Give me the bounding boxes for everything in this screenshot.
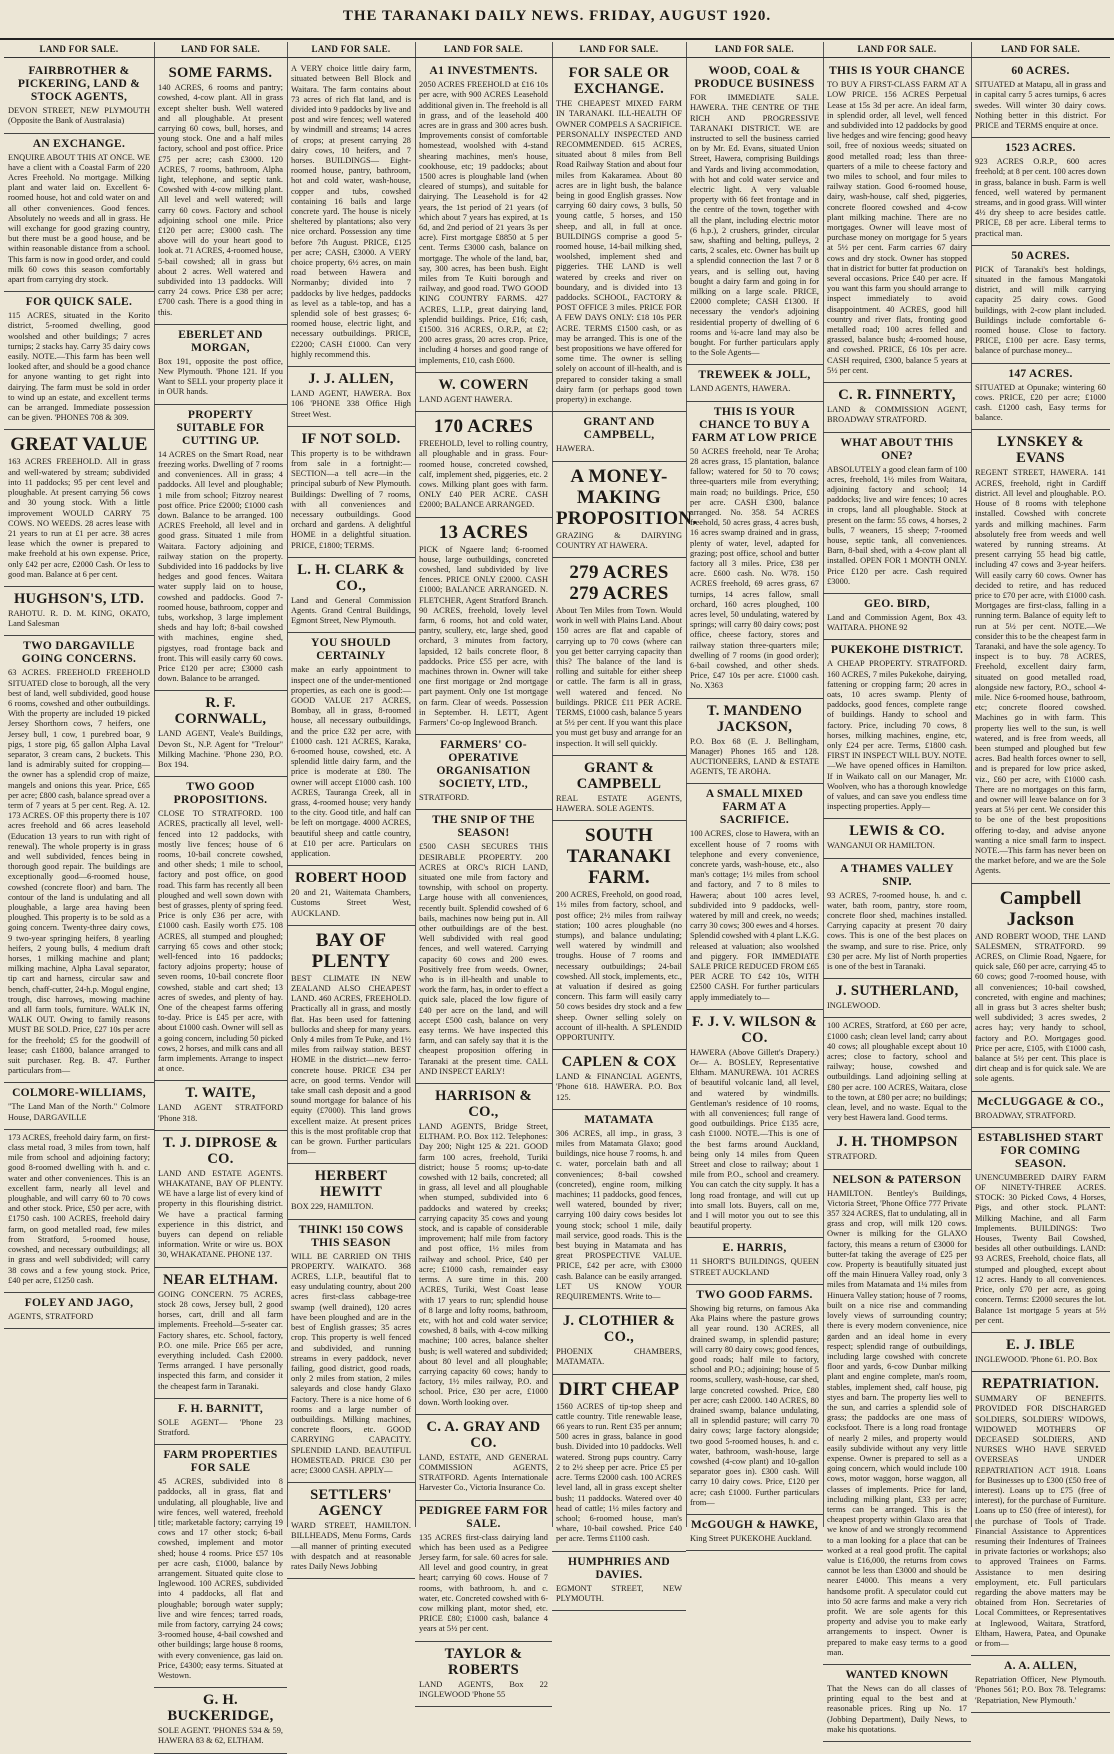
advertisement <box>971 1333 1110 1372</box>
advertisement <box>287 61 415 367</box>
ad-title: GRANT & CAMPBELL <box>576 759 662 792</box>
ad-body: LAND AGENT HAWERA. <box>419 394 513 404</box>
ad-title: YOU SHOULD CERTAINLY <box>311 637 391 663</box>
ad-body: SOLE AGENT— 'Phone 23 Stratford. <box>158 1417 283 1437</box>
advertisement <box>686 1238 823 1284</box>
ad-title: 1523 ACRES. <box>1005 142 1076 155</box>
ad-body: 140 ACRES, 6 rooms and pantry; cowshed, 4-cow plant. All in grass except shelter bush. Well watered and all ploughable. At present carrying 60 cows, bull, horses, and young stock. One and a half miles factory, school and post office. Price £75 per acre; cash £3000. 120 ACRES, 7 rooms, bathroom, Alpha light, telephone, and septic tank. Cowshed with 4-cow milking plant. All level and well watered; will carry 60 cows. Factory and school adjoining school one mile. Price £120 per acre; £3000 cash. The above will do your heart good to look at. 71 ACRES, 4-roomed house, 5-bail cowshed; all in grass but about 2 acres. Well watered and subdivided into 13 paddocks. Will carry 24 cows. Price £38 per acre; £700 cash. There is a good thing in this. <box>158 83 283 317</box>
advertisement <box>686 402 823 699</box>
ad-title: FARMERS' CO-OPERATIVE ORGANISATION SOCIETY, LTD., <box>436 739 531 791</box>
ad-body: 200 ACRES, Freehold, on good road, 1½ miles from factory, school, and post office; 2½ miles from railway station; 100 acres ploughable (no stumps), and balance undulating; well watered by windmill and troughs. House of 7 rooms and necessary outbuildings; 24-bail cowshed. All stock, implements, etc., at valuation if desired as going concern. This farm will easily carry 50 cows besides dry stock and a few sheep. Owner selling solely on account of ill-health. A SPLENDID OPPORTUNITY. <box>556 890 682 1042</box>
ad-body: A CHEAP PROPERTY. STRATFORD. 160 ACRES, 7 miles Pukekohe, dairying, fattening or cropping farm; 20 acres in oats, 10 acres swamp. Plenty of paddocks, good fences, complete range of buildings. Handy to school and factory. Price, including 70 cows, 8 horses, milking machines, engine, etc, only £24 per acre. Terms, £1800 cash. FIRST IN INSPECT WILL BUY. NOTE.—We have opened offices in Hamilton. If in Waikato call on our Manager, Mr. Woolven, who has a thorough knowledge of values, and can save you endless time inspecting properties. Apply— <box>827 659 967 812</box>
advertisement <box>686 699 823 785</box>
column-1 <box>4 42 155 1527</box>
advertisement <box>154 1081 287 1130</box>
advertisement <box>154 1399 287 1445</box>
ad-title: J. SUTHERLAND, <box>835 983 959 1000</box>
advertisement <box>686 1285 823 1515</box>
advertisement <box>971 1656 1110 1713</box>
ad-title: TWO GOOD FARMS. <box>696 1288 813 1301</box>
advertisement <box>823 1170 971 1665</box>
advertisement <box>823 859 971 980</box>
advertisement <box>415 412 552 517</box>
masthead-title: THE TARANAKI DAILY NEWS. FRIDAY, AUGUST 1920. <box>342 8 772 24</box>
ad-title: REPATRIATION. <box>981 1376 1100 1393</box>
ad-title: THE SNIP OF THE SEASON! <box>432 814 535 840</box>
ad-body: TO BUY A FIRST-CLASS FARM AT A LOW PRICE. 156 ACRES Perpetual Lease at 15s 3d per acre. An ideal farm, in splendid order, all level, well fenced and subdivided into 12 paddocks by good live hedges and wire fencing; good heavy soil, free of noxious weeds; situated on good metalled road; less than three-quarters of a mile to cheese factory and two miles to school, and four miles to railway station. Good 6-roomed house, dairy, wash-house, calf shed, piggeries, concrete floored cowshed and 4-cow plant milking machine. There are no mortgages. Owner will leave most of purchase money on mortgage for 5 years at 5½ per cent. Farm carries 67 dairy cows and dry stock. Owner has stopped that in district for butter fat production on several occasions. Price £40 per acre. If you want this farm you should arrange to inspect immediately to avoid disappointment. 40 ACRES, good hill country and river flats, fronting good metalled road; 100 acres felled and grassed, balance bush; 4-roomed house, and cowshed. PRICE, £6 10s per acre. CASH required, £300, balance 5 years at 5½ per cent. <box>827 80 967 375</box>
ad-title: HUGHSON'S, LTD. <box>13 590 145 607</box>
ad-title: GRANT AND CAMPBELL, <box>583 416 655 442</box>
advertisement <box>971 430 1110 883</box>
advertisement <box>823 61 971 383</box>
ad-body: SUMMARY OF BENEFITS. PROVIDED FOR DISCHARGED SOLDIERS, SOLDIERS' WIDOWS, WIDOWED MOTHERS OF DECEASED SOLDIERS, AND NURSES WHO HAVE SERVED OVERSEAS UNDER REPATRIATION ACT 1918. Loans for Businesses up to £300 (£50 free of interest). Loans up to £75 (free of interest), for the purchase of Furniture. Loans up to £50 (free of interest), for the purchase of Tools of Trade. Financial Assistance to Apprentices resuming their Indentures of Trainees in private factories or workshops; also to approved Trainees on Farms. Assistance to men desiring employment, etc. Full particulars regarding the above matters may be obtained from Hon. Secretaries of Local Committees, or Representatives at Inglewood, Waitara, Stratford, Eltham, Hawera, Patea, and Opunake or from— <box>975 1394 1106 1648</box>
advertisement <box>971 246 1110 364</box>
ad-title: LYNSKEY & EVANS <box>997 434 1084 467</box>
column-4 <box>415 42 553 1699</box>
advertisement <box>154 61 287 325</box>
advertisement <box>4 1130 154 1293</box>
ad-body: Land and General Commission Agents. Grand Central Buildings, Egmont Street, New Plymouth. <box>291 595 411 626</box>
ad-title: SOUTH TARANAKI FARM. <box>566 825 672 889</box>
ad-body: "The Land Man of the North." Colmore House, DARGAVILLE <box>8 1102 150 1122</box>
ad-body: Box 191, opposite the post office, New Plymouth. 'Phone 121. If you Want to SELL your property place it in OUR hands. <box>158 356 283 397</box>
advertisement <box>415 810 552 1084</box>
ad-title: FOR SALE OR EXCHANGE. <box>568 65 670 98</box>
advertisement <box>4 587 154 636</box>
column-header: LAND FOR SALE. <box>154 42 287 58</box>
ad-body: RAHOTU. R. D. M. KING, OKATO, Land Salesman <box>8 608 150 629</box>
advertisement <box>154 1688 287 1753</box>
advertisement <box>823 383 971 432</box>
ad-body: REGENT STREET, HAWERA. 141 ACRES, freehold, right in Cardiff district. All level and ploughable. P.O. House of 8 rooms with telephone installed. Cowshed with concrete yards and milking machines. Farm absolutely free from weeds and well watered by running streams. At present carrying 55 head big cattle, including 47 cows and 3-year heifers. Will easily carry 60 cows. Owner has decided to retire, and has reduced price to £70 per acre, with £1000 cash. Mortgages are first-class, falling in a running term. Balance of equity left to run at 5½ per cent. NOTE.—We consider this to be the cheapest farm in Taranaki, and have the sole agency. To inspect is to buy. 78 ACRES, Freehold, excellent dairy farm, situated on good metalled road, alongside new factory, P.O., school 4-mile. Nice 6-roomed house, bathroom, etc; concrete floored cowshed. Machines go in with farm. This property lies well to the sun, is well watered, and is free from weeds, all been stumped and ploughed but few acres. Bad health forces owner to sell, and is prepared for low price asked, viz., £60 per acre, with £1000 cash. There are no mortgages on this farm, and owner will leave balance on for 3 years at 5½ per cent. We consider this to be one of the best propositions offering to-day, and advise anyone wanting a nice small farm to inspect. NOTE.—This farm has never been on the market before, and we are the Sole Agents. <box>975 468 1106 876</box>
advertisement <box>287 866 415 926</box>
ad-title: FAIRBROTHER & PICKERING, LAND & STOCK AGENTS, <box>17 65 141 104</box>
ad-title: BAY OF PLENTY <box>311 929 391 972</box>
ad-title: THINK! 150 COWS THIS SEASON <box>298 1223 404 1249</box>
ad-title: 50 ACRES. <box>1011 249 1070 262</box>
ad-body: SOLE AGENT. 'PHONES 534 & 59, HAWERA 83 & 62, ELTHAM. <box>158 1726 283 1746</box>
ad-title: J. J. ALLEN, <box>308 371 394 388</box>
advertisement <box>415 1084 552 1415</box>
ad-title: GREAT VALUE <box>10 434 148 456</box>
advertisement <box>552 61 686 412</box>
advertisement <box>154 325 287 405</box>
ad-body: WILL BE CARRIED ON THIS PROPERTY. WAIKATO. 368 ACRES, L.I.P., beautiful flat to easy undulating country, about 200 acres first-class cabbage-tree swamp (well drained), 120 acres have been ploughed and are in the best of English grasses; 35 acres crop. This property is well fenced and subdivided, and running streams in every paddock, never failing, good district, good roads, only 2 miles from station, 2 miles saleyards and close handy Glaxo Factory. There is a nice home of 6 rooms and a large number of outbuildings. Milking machines, concrete floors, etc. GOOD CARRYING CAPACITY. SPLENDID LAND. BEAUTIFUL HOMESTEAD. PRICE £30 per acre; £3000 CASH. APPLY— <box>291 1251 411 1475</box>
ad-title: HUMPHRIES AND DAVIES. <box>568 1555 670 1581</box>
ad-body: EGMONT STREET, NEW PLYMOUTH. <box>556 1583 682 1603</box>
ad-body: LAND & COMMISSION AGENT, BROADWAY STRATFORD. <box>827 405 967 425</box>
ad-title: T. J. DIPROSE & CO. <box>162 1134 278 1167</box>
ad-body: 11 SHORT'S BUILDINGS, QUEEN STREET AUCKLAND <box>690 1257 819 1277</box>
advertisement <box>154 1445 287 1688</box>
ad-title: T. MANDENO JACKSON, <box>706 702 803 735</box>
advertisement <box>415 61 552 373</box>
ad-body: Repatriation Officer, New Plymouth. 'Phones 561; P.O. Box 78. Telegrams: 'Repatriation, New Plymouth.' <box>975 1675 1106 1705</box>
advertisement <box>287 558 415 634</box>
ad-title: SOME FARMS. <box>168 65 273 82</box>
ad-body: 50 ACRES freehold, near Te Aroha; 28 acres grass, 15 plantation, balance fallow; watered for 50 to 70 cows; three-quarters mile from everything; main road; no buildings. Price, £50 per acre. CASH £300, balance arranged. No. 358. 54 ACRES freehold, 50 acres grass, 4 acres bush, 16 acres swamp drained and in grass, plenty of water, level, adapted for grazing; post office, school and butter factory all 3 miles. Price, £38 per acre. £600 cash. No. W78. 150 ACRES freehold, 69 acres grass, 67 turnips, 14 acres fallow, small orchard, 160 acres ploughed, 100 acres level, 50 undulating, watered by springs; will carry 80 dairy cows; post office, cheese factory, stores and railway station three-quarters mile; dwelling of 7 rooms (in good order); 6-bail cowshed, and other sheds. Price, £47 10s per acre. £1000 cash. No. X363 <box>690 446 819 691</box>
ad-body: SITUATED at Matapu, all in grass and in capital carry 5 acres turnips, 6 acres swedes. Will winter 30 dairy cows. Nothing better in this district. For PRICE and TERMS enquire at once. <box>975 80 1106 131</box>
ad-body: 115 ACRES, situated in the Korito district, 5-roomed dwelling, good woolshed and other buildings; 7 acres turnips; 2 stacks hay. Carry 35 dairy cows easily. NOTE.—This farm has been well looked after, and should be a good chance for anyone wanting to get right into dairying. The farm must be sold in order to wind up an estate, and excellent terms can be arranged. Immediate possession can be given. 'PHONES 708 & 309. <box>8 311 150 423</box>
ad-title: WOOD, COAL & PRODUCE BUSINESS <box>694 65 815 91</box>
ad-title: THIS IS YOUR CHANCE <box>829 65 965 78</box>
advertisement <box>154 691 287 777</box>
ad-title: PUKEKOHE DISTRICT. <box>830 644 964 657</box>
ad-body: 173 ACRES, freehold dairy farm, on first-class metal road, 3 miles from town, half mile from school and adjoining factory; good 8-roomed dwelling with h. and c. water and other conveniences. This is an excellent farm, nearly all level and ploughable, and will carry 60 to 70 cows and other stock. Price, £50 per acre, with £1750 cash. 100 ACRES, freehold dairy farm, on good metalled road, few miles from Stratford, 5-roomed house, cowshed, and necessary outbuildings; all in grass and well subdivided; will carry 38 cows and a few young stock. Price, £40 per acre, £1250 cash. <box>8 1132 150 1285</box>
ad-body: 63 ACRES. FREEHOLD FREEHOLD SITUATED close to borough, all the very best of land, well subdivided, good house 6 rooms, cowshed and other outbuildings. With the property are included 19 picked Jersey Shorthorn cows, 7 heifers, one Jersey bull, 1 cow, 1 purebred boar, 9 pigs, 1 store pig, 65 gallon Alpha Laval separator, 3 cream cans, 2 buckets. This land is admirably suited for cropping—the owner has a splendid crop of maize, mangels and onions this year. Price, £65 per acre; £800 cash, balance spread over a term of 7 years at 5 per cent. Reg. A. 12. 173 ACRES. OF this property there is 107 acres freehold and 66 acres leasehold (Education 13 years to run with right of renewal). The whole property is in grass and well subdivided, fences being in thorough good repair. The buildings are exceptionally good—6-roomed house, cowshed (concrete floor) and barn. The contour of the land is undulating and all ploughable, a large area having been ploughed. This property is to be sold as a going concern. Twenty-three dairy cows, 9 two-year springing heifers, 8 yearling heifers, 2 young bulls, 4 medium draft horses, 1 milking machine and plant; milking machine, Alpha Laval separator, tip cart and harness, circular saw and bench, chaff-cutter, 24-h.p. Mogul engine, trough, disc harrows, mowing machine and all farm tools, furniture. WALK IN, WALK OUT. Owing to family reasons MUST BE SOLD. Price, £27 10s per acre for the freehold; £5 for the goodwill of lease; cash £1800, balance arranged to suit purchaser. Reg. B. 47. Further particulars from— <box>8 668 150 1076</box>
advertisement <box>154 1268 287 1399</box>
advertisement <box>154 777 287 1081</box>
advertisement <box>287 1220 415 1483</box>
ad-title: PROPERTY SUITABLE FOR CUTTING UP. <box>176 408 265 447</box>
advertisement <box>971 1128 1110 1333</box>
ad-body: FOR IMMEDIATE SALE. HAWERA. THE CENTRE OF THE RICH AND PROGRESSIVE TARANAKI DISTRICT. WE are instructed to sell the business carried on by Mr. Ed. Evans, situated Union Street, Hawera, comprising Buildings and Yards and living accommodation, with hot and cold water service and electric light. A very valuable property with 66 feet frontage and in the centre of the town, together with all the plant, including electric motor (6 h.p.), 2 crushers, grinder, circular saw, shafting and belting, pulleys, 2 carts, 2 scales, etc. Owner has built up a splendid connection the last 7 or 8 years, and is selling out, having bought a dairy farm and going in for milking on a large scale. PRICE, £2000 complete; CASH £1300. If necessary the vendor's adjoining residential property of dwelling of 6 rooms and ¼-acre land may also be bought. For further particulars apply to the Sole Agents— <box>690 93 819 358</box>
ad-body: INGLEWOOD. <box>827 1001 881 1011</box>
ad-title: HERBERT HEWITT <box>314 1168 388 1201</box>
advertisement <box>4 1083 154 1129</box>
advertisement <box>971 138 1110 246</box>
advertisement <box>154 1131 287 1268</box>
advertisement <box>415 1501 552 1642</box>
ad-title: R. F. CORNWALL, <box>174 695 267 728</box>
ad-body: LAND AGENTS, Bridge Street, ELTHAM. P.O. Box 112. Telephones: Day 200; Night 125 & 221. GOOD farm 100 acres, freehold, Turiki district; house 5 rooms; up-to-date cowshed with 12 bails, concreted; all in grass, all level and all ploughable when stumped, subdivided into 6 paddocks and watered by creeks; carrying capacity 35 cows and young stock, and is capable of considerable improvement; half mile from factory and post office, 1½ miles from railway and school. Price, £40 per acre; £1000 cash, remainder easy terms. A sure time in this. 200 ACRES, Turiki, West Coast lease with 17 years to run; splendid house of 8 large and lofty rooms, bathroom, etc, with hot and cold water service; cowshed, 8 bails, with 4-cow milking machine; 100 acres, balance shelter bush; is well watered and subdivided; about 80 level and all ploughable; carrying capacity 60 cows; handy to factory, 1½ miles railway, P.O. and school. Price, £30 per acre, £1000 down. Worth looking over. <box>419 1122 548 1407</box>
ad-title: MATAMATA <box>584 1113 654 1126</box>
ad-title: A. A. ALLEN, <box>1004 1660 1077 1673</box>
ad-body: 100 ACRES, Stratford, at £60 per acre, £1000 cash; clean level land; carry about 40 cows; all ploughable except about 10 acres; close to factory, school and railway; house, cowshed and outbuildings. Land adjoining selling at £80 per acre. 100 ACRES, Waitara, close to the town, at £80 per acre; no buildings; clean, level, and no waste. Equal to the very best Hawera land. Good terms. <box>827 1021 967 1123</box>
ad-body: 100 ACRES, close to Hawera, with an excellent house of 7 rooms with telephone and every convenience, concrete yards, wash-house, etc., also man's cottage; 1½ miles from school and factory, and 7 to 8 miles to Hawera; about 100 acres level, subdivided into 9 paddocks, well-watered by mill and creek, no weeds; carry 30 cows; 300 ewes and 4 horses. Splendid cowshed with 4 plant L.K.G. released at valuation; also woolshed and piggery. FOR IMMEDIATE SALE PRICE REDUCED FROM £65 PER ACRE TO £42 10s, WITH £2500 CASH. For further particulars apply immediately to— <box>690 829 819 1002</box>
ad-body: LAND AGENT STRATFORD 'Phone 318. <box>158 1103 283 1123</box>
ad-title: TWO GOOD PROPOSITIONS. <box>173 781 268 807</box>
column-header: LAND FOR SALE. <box>552 42 686 58</box>
advertisement <box>823 433 971 594</box>
advertisement <box>552 412 686 461</box>
advertisement <box>552 462 698 558</box>
column-2 <box>154 42 288 1746</box>
ad-title: 147 ACRES. <box>1008 367 1073 380</box>
ad-title: COLMORE-WILLIAMS, <box>12 1087 146 1100</box>
advertisement <box>415 1642 552 1707</box>
ad-title: THIS IS YOUR CHANCE TO BUY A FARM AT LOW PRICE <box>691 405 818 444</box>
ad-body: HAWERA. <box>556 444 595 454</box>
advertisement <box>686 784 823 1009</box>
column-8 <box>971 42 1110 1705</box>
ad-body: make an early appointment to inspect one of the under-mentioned properties, as each one is good:— GOOD VALUE 217 ACRES, Bombay, all in grass, 8-roomed house, all necessary outbuildings, and the price £32 per acre, with £1000 cash. 121 ACRES, Karaka, 6-roomed house, cowshed, etc. A splendid little dairy farm, and the price is moderate at £80. The owner will accept £1000 cash. 100 ACRES, Tauranga Creek, all in grass, 4-roomed house; very handy to the city. Good title, and half can be left on mortgage. 4000 ACRES, beautiful sheep and cattle country, at £10 per acre. Particulars on application. <box>291 665 411 858</box>
advertisement <box>287 367 415 427</box>
column-5 <box>552 42 698 1603</box>
column-header: LAND FOR SALE. <box>287 42 415 58</box>
column-header: LAND FOR SALE. <box>823 42 971 58</box>
ad-body: AGENTS, STRATFORD <box>8 1311 94 1321</box>
ad-title: McCLUGGAGE & CO., <box>977 1095 1104 1108</box>
advertisement <box>686 61 823 365</box>
advertisement <box>287 633 415 866</box>
ad-body: 45 ACRES, subdivided into 8 paddocks, all in grass, flat and undulating, all ploughable, live and wire fences, well watered, freehold title; marketable factory; carrying 19 cows and 17 other stock; 6-bail cowshed, implement and motor shed; house 4 rooms. Price £57 10s per acre cash, £1000, balance by arrangement. Situated quite close to Inglewood. 100 ACRES, subdivided into 4 paddocks, all flat and ploughable; borough water supply; live and wire fences; tarred roads, mile from factory, carrying 24 cows; 3-roomed house, 4-bail cowshed and other buildings; large house 8 rooms, with every convenience, gas laid on. Price, £4300; easy terms. Situated at Westown. <box>158 1477 283 1680</box>
ad-title: EBERLET AND MORGAN, <box>178 328 263 354</box>
advertisement <box>552 1552 686 1611</box>
ad-body: LAND, ESTATE, AND GENERAL COMMISSION AGENTS, STRATFORD. Agents Internationale Harvester Co., Victoria Insurance Co. <box>419 1452 548 1493</box>
ad-title: 170 ACRES <box>433 416 534 438</box>
ad-body: THE CHEAPEST MIXED FARM IN TARANAKI. ILL-HEALTH OF OWNER COMPELS A SACRIFICE. PERSONALLY INSPECTED AND RECOMMENDED. 615 ACRES, situated about 8 miles from Bell Road Railway Station and about four miles from Kakaramea. About 80 acres are in light bush, the balance being in good English grasses. Now carrying 60 dairy cows, 3 bulls, 50 young cattle, 5 horses, and 150 sheep, and all, in full at once. BUILDINGS comprise a good 5-roomed house, 14-bail milking shed, woolshed, implement shed and piggeries. THE LAND is well watered by creeks and river on boundary, and is divided into 13 paddocks. SCHOOL, FACTORY & POST OFFICE 3 miles. PRICE FOR A FEW DAYS ONLY: £18 10s PER ACRE. TERMS £1500 cash, or as may be arranged. This is one of the best propositions we have offered for some time. The owner is selling solely on account of ill-health, and is prepared to consider taking a small dairy farm (or perhaps good town property) in exchange. <box>556 99 682 405</box>
ad-title: Campbell Jackson <box>999 887 1082 930</box>
advertisement <box>971 1372 1110 1656</box>
ad-body: PICK of Taranaki's best holdings, situated in the famous Mangatoki district, and will milk carrying capacity 25 dairy cows. Good buildings, with 2-cow plant included. Buildings include comfortable 6-roomed house. Close to factory. PRICE, £100 per acre. Easy terms, balance of purchase money... <box>975 264 1106 356</box>
ad-body: LAND AGENT, HAWERA. Box 106 'PHONE 338 Office High Street West. <box>291 389 411 419</box>
ad-title: J. H. THOMPSON <box>836 1134 958 1151</box>
ad-title: F. H. BARNITT, <box>177 1402 264 1415</box>
ad-title: TREWEEK & JOLL, <box>698 369 811 382</box>
column-3 <box>287 42 416 1571</box>
advertisement <box>686 1515 823 1551</box>
ad-title: FARM PROPERTIES FOR SALE <box>163 1449 278 1475</box>
ad-title: CAPLEN & COX <box>561 1054 677 1071</box>
ad-title: ESTABLISHED START FOR COMING SEASON. <box>977 1131 1104 1170</box>
column-header: LAND FOR SALE. <box>415 42 552 58</box>
ad-body: 14 ACRES on the Smart Road, near freezing works. Dwelling of 7 rooms and conveniences. All in grass; 4 paddocks. All level and ploughable; 1 mile from school; Fitzroy nearest post office. Price £2000; £1000 cash down. Balance to be arranged. 100 ACRES Freehold, all level and in good grass. Situated 1 mile from Waitara. Factory adjoining and railway station on the property. Subdivided into 16 paddocks by live hedges and good fences. Waitara water supply laid on to house, cowshed and paddocks. Good 7-roomed house, bathroom, copper and tubs, workshop, 3 large implement sheds and hay loft; 8-bail cowshed with machines, engine shed, pigstyes, road frontage back and front. This will easily carry 60 cows. Price £120 per acre; £3000 cash down. Balance to be arranged. <box>158 449 283 684</box>
advertisement <box>287 1164 415 1219</box>
advertisement <box>415 735 552 810</box>
ad-title: WHAT ABOUT THIS ONE? <box>840 436 954 462</box>
ad-body: About Ten Miles from Town. Would work in well with Plains Land. About 150 acres are flat and capable of carrying up to 70 cows (where can you get better carrying capacity than this? The balance of the land is rolling and suitable for either sheep or cattle. The farm is all in grass, well watered and fenced. No buildings. PRICE £11 PER ACRE. TERMS, £1000 cash, balance 5 years at 5½ per cent. If you want this place you must get busy and arrange for an inspection. It will sell quickly. <box>556 605 682 748</box>
advertisement <box>552 1309 686 1374</box>
ad-body: HAMILTON. Bentley's Buildings, Victoria Street, 'Phone Office 777 Private 357 324 ACRES, flat to undulating, all in grass and crop, will milk 120 cows. Owner is milking for the GLAXO factory, this means a return of £3000 for butter-fat taking the average of £25 per cow. Property is beautifully situated just off the main Hinuera Valley road, only 3 miles from Matamata and 1¼ miles from Hinuera Valley station; house of 7 rooms, built on a nice rise and commanding lovely views of surrounding country; there is every modern convenience, nice garden and an ideal home in every respect; splendid range of outbuildings, including large cowshed with concrete floor and yards, 6-cow Dunbar milking plant and engine complete, man's room, stables, implement shed, calf house, pig styes and barn. The property lies well to the sun, and carries a splendid sole of grass; the paddocks are one mass of cocksfoot. There is a long road frontage of nearly 2 miles, and property would easily subdivide without any very little expense. Owner is prepared to sell as a going concern, which would include 100 cows, motor waggon, horse waggon, all classes of implements. Price for land, including milking plant, £33 per acre; terms can be arranged. This is the cheapest property within Glaxo area that we know of and we strongly recommend to a man looking for a place that can be worked at a real good profit. The capital value is £16,000, the returns from cows cannot be less than £3000 and should be nearer £4000. This means a very handsome profit. A speculator could cut into 50 acre farms and make a very rich profit. We are sole agents for this property and advise you to make early arrangements to inspect. Owner is prepared to make easy terms to a good man. <box>827 1188 967 1657</box>
ad-body: BEST CLIMATE IN NEW ZEALAND ALSO CHEAPEST LAND. 460 ACRES, FREEHOLD. Practically all in grass, and mostly flat. Has been used for fattening bullocks and sheep for many years. Only 4 miles from Te Puke, and 1½ miles from railway station. BEST HOME in the district—new ferro-concrete house. PRICE £34 per acre, on good terms. Vendor will take small cash deposit and a good sound mortgage for balance of his equity (£7000). This land grows excellent maize. At present prices this is the most profitable crop that can be grown. Further particulars from— <box>291 973 411 1157</box>
ad-body: ABSOLUTELY a good clean farm of 100 acres, freehold, 1½ miles from Waitara, adjoining factory and school; 14 paddocks; live and wire fences; 10 acres in crops, land all ploughable. Stock at present on the farm: 55 cows, 4 horses, 2 bulls, 7 weaners, 15 sheep; 7-roomed house, septic tank, all conveniences. Barn, 8-bail shed, with a 4-cow plant all installed. OPEN FOR 1 MONTH ONLY. Price £120 per acre. Cash required £3000. <box>827 464 967 586</box>
ad-body: STRATFORD. <box>419 793 470 803</box>
ad-title: FOR QUICK SALE. <box>25 296 133 309</box>
ad-title: 60 ACRES. <box>1011 65 1070 78</box>
ad-title: A SMALL MIXED FARM AT A SACRIFICE. <box>705 788 804 827</box>
ad-title: DIRT CHEAP <box>558 1378 680 1400</box>
ad-body: GRAZING & DAIRYING COUNTRY AT HAWERA. <box>556 530 682 550</box>
advertisement <box>823 1665 971 1742</box>
advertisement <box>287 1483 415 1579</box>
ad-body: PHOENIX CHAMBERS, MATAMATA. <box>556 1347 682 1367</box>
ad-body: REAL ESTATE AGENTS, HAWERA. SOLE AGENTS. <box>556 793 682 813</box>
ad-title: FOLEY AND JAGO, <box>24 1296 134 1309</box>
column-6 <box>686 42 824 1543</box>
ad-title: T. WAITE, <box>185 1085 256 1102</box>
ad-body: DEVON STREET, NEW PLYMOUTH (Opposite the Bank of Australasia) <box>8 106 150 126</box>
ad-body: CLOSE TO STRATFORD. 100 ACRES, practically all level, well-fenced into 12 paddocks, with mostly live fences; house of 6 rooms, 10-bail concrete cowshed, and other sheds; 1 mile to school, factory and post office, on good road. This farm has recently all been ploughed and well sown down with best of grasses, plenty of spring feed. Price is only £36 per acre, with £1000 cash. Easily worth £75. 108 ACRES, all stumped and ploughed; carrying 65 cows and other stock; well-fenced into 16 paddocks; factory adjoins property; house of seven rooms, 10-bail concrete floor cowshed, stable and cart shed; 13 acres of swedes, and plenty of hay. One of the cheapest farms offering to-day. Price is £45 per acre, with about £1000 cash. Owner will sell as a going concern, including 50 picked cows, 2 horses, and milk cans and all farm implements. Arrange to inspect at once. <box>158 809 283 1074</box>
advertisement <box>552 1375 686 1552</box>
ad-body: LAND AND ESTATE AGENTS. WHAKATANE, BAY OF PLENTY. WE have a large list of every kind of property in this flourishing district. We have a practical farming experience in this district, and buyers can depend on reliable information. Write or wire us. BOX 30, WHAKATANE. PHONE 137. <box>158 1168 283 1260</box>
ad-body: WARD STREET, HAMILTON. BILLHEADS, Menu Forms, Cards—all manner of printing executed with despatch and at reasonable rates Daily News Jobbing <box>291 1521 411 1571</box>
ad-body: 163 ACRES FREEHOLD. All in grass and well-watered by stream; subdivided into 11 paddocks; 95 per cent level and ploughable. At present carrying 56 cows and 30 young stock. With a little improvement WOULD CARRY 75 COWS. NO WEEDS. 28 acres lease with 21 years to run at £1 per acre. 38 acres lease which the owner is prepared to make freehold at his own expense. Price, only £42 per acre, £2000 Cash. Or less to good man. Balance at 6 per cent. <box>8 457 150 579</box>
masthead <box>0 0 1114 40</box>
ad-body: P.O. Box 68 (E. J. Bellingham, Manager) Phones 165 and 128. AUCTIONEERS, LAND & ESTATE AGENTS, TE AROHA. <box>690 736 819 777</box>
ad-title: NEAR ELTHAM. <box>162 1271 279 1288</box>
ad-body: BROADWAY, STRATFORD. <box>975 1110 1076 1120</box>
ad-body: 20 and 21, Waitemata Chambers, Customs Street West, AUCKLAND. <box>291 888 411 918</box>
column-header: LAND FOR SALE. <box>971 42 1110 58</box>
advertisement <box>415 1415 552 1501</box>
ad-title: McGOUGH & HAWKE, <box>690 1518 819 1531</box>
ad-body: Showing big returns, on famous Aka Aka Plains where the pasture grows all year round. 130 ACRES, all drained swamp, in splendid pasture; will carry 80 dairy cows; good fences, good roads; half mile to factory, school and P.O.; adjoining; house of 5 rooms, scullery, wash-house, car shed, large concreted cowshed. Price, £80 per acre; cash £2000. 140 ACRES, 80 drained swamp, balance undulating, all in splendid pasture; will carry 70 dairy cows; large factory alongside; two good 5-roomed houses, h. and c. water, bathroom, wash-house, large cowshed (4-cow plant) and 10-gallon separator goes in). £300 cash. Will carry 10 dairy cows. Price, £120 per acre; cash £1000. Further particulars from— <box>690 1303 819 1507</box>
ad-body: 1560 ACRES of tip-top sheep and cattle country. Title renewable lease, 66 years to run. Rent £35 per annum; 500 acres in grass, balance in good bush. Divided into 10 paddocks. Well watered. Strong pups country. Carry 2 to 2½ sheep per acre. Price £5 per acre. Terms £2000 cash. 100 ACRES level land, all in grass except shelter bush; 11 paddocks. Watered over 40 head of cattle; 1½ miles factory and school; 6-roomed house, man's whare, 10-bail cowshed. Price £40 per acre. Terms £1100 cash. <box>556 1401 682 1544</box>
ad-title: A1 INVESTMENTS. <box>429 65 538 78</box>
ad-body: GOING CONCERN. 75 ACRES, stock 28 cows, Jersey bull, 2 good horses, cart, drill and all farm implements. Freehold—5-seater car. Factory shares, etc. School, factory, P.O. one mile. Price £65 per acre, everything included. Cash £2000. Terms arranged. I have personally inspected this farm, and consider it the cheapest farm in Taranaki. <box>158 1289 283 1391</box>
ad-title: LEWIS & CO. <box>849 823 945 840</box>
ad-title: IF NOT SOLD. <box>301 430 401 447</box>
advertisement <box>686 1010 823 1239</box>
ad-title: A THAMES VALLEY SNIP. <box>840 862 954 888</box>
ad-body: STRATFORD. <box>827 1152 878 1162</box>
ad-title: E. J. IBLE <box>1005 1336 1076 1353</box>
ad-title: F. J. V. WILSON & CO. <box>691 1013 818 1046</box>
ad-body: 923 ACRES O.R.P., 600 acres freehold; at 8 per cent. 100 acres down in grass, balance in bush. Farm is well fenced, well watered by permanent streams, and in good grass. Will winter 4½ dry sheep to acre besides cattle. PRICE, £8 per acre. Liberal terms to practical man. <box>975 157 1106 238</box>
ad-body: BOX 229, HAMILTON. <box>291 1202 374 1212</box>
ad-title: GEO. BIRD, <box>864 597 930 610</box>
advertisement <box>686 365 823 401</box>
ad-body: WANGANUI OR HAMILTON. <box>827 841 935 851</box>
advertisement <box>552 756 686 821</box>
ad-title: TWO DARGAVILLE GOING CONCERNS. <box>21 640 137 666</box>
advertisement <box>823 979 971 1018</box>
ad-title: A MONEY-MAKING PROPOSITION. <box>556 465 698 529</box>
ad-body: PICK of Ngaere land; 6-roomed house, large outbuildings, concreted cowshed, land subdivided by live fences. PRICE ONLY £2000. CASH £1000; BALANCE ARRANGED. N. FLETCHER, Agent Stratford Branch. 90 ACRES, freehold, lovely level farm, 6 rooms, hot and cold water, pantry, scullery, etc, large shed, good orchard, 3 minutes from factory, lapsided, 12 bails concrete floor, 8 paddocks. Price £55 per acre, with machines thrown in. Owner will take one first mortgage or 2nd mortgage part payment. Only one 1st mortgage on farm. Clear of weeds. Possession in September. H. LETT, Agent Farmers' Co-op Inglewood Branch. <box>419 544 548 727</box>
columns-container <box>4 42 1110 1746</box>
ad-body: HAWERA (Above Gillett's Drapery.) Or— A. BOSLEY, Representative Eltham. MANUREWA. 101 ACRES of beautiful volcanic land, all level, and watered by windmills. Gentleman's residence of 10 rooms, with all conveniences; full range of good outbuildings. Price £135 acre, cash £1000. NOTE.—This is one of the best farms around Auckland, being only 14 miles from Queen Street and close to railway; about 1 mile from P.O., school and creamery. You can catch the city supply. It has a long road frontage, and will cut up into small lots. Buyers, call on me, and I will motor you out to see this beautiful property. <box>690 1047 819 1231</box>
ad-body: FREEHOLD, level to rolling country, all ploughable and in grass. Four-roomed house, concreted cowshed, calf, implement shed, piggeries, etc. 2 cows. Milking plant goes with farm. ONLY £40 PER ACRE. CASH £2000; BALANCE ARRANGED. <box>419 439 548 510</box>
ad-title: J. CLOTHIER & CO., <box>562 1313 676 1346</box>
ad-title: 279 ACRES 279 ACRES <box>569 561 669 604</box>
advertisement <box>552 821 686 1050</box>
column-7 <box>823 42 972 1734</box>
advertisement <box>415 518 552 736</box>
ad-body: LAND AGENT, Veale's Buildings, Devon St., N.P. Agent for "Trelour" Milking Machine. 'Phone 230, P.O. Box 194. <box>158 729 283 769</box>
ad-body: This property is to be withdrawn from sale in a fortnight:— SECTION—a tell acre—in the principal suburb of New Plymouth. Buildings: Dwelling of 7 rooms, with all conveniences and necessary outbuildings. Good orchard and gardens. A delightful HOME in a delightful situation. PRICE, £1800; TERMS. <box>291 448 411 550</box>
ad-body: UNENCUMBERED DAIRY FARM OF NINETY-THREE ACRES. STOCK: 30 Picked Cows, 4 Horses, Pigs, and other stock. PLANT: Milking Machine, and all Farm Implements. BUILDINGS: Two Houses, Twenty Bail Cowshed, besides all other outbuildings. LAND: 93 ACRES, Freehold, choice flats, all stumped and ploughed, except about 12 acres. Handy to all conveniences. Price, only £70 per acre, as going concern. Terms: £2000 secures the lot. Balance 1st mortgage 5 years at 5½ per cent. <box>975 1172 1106 1325</box>
ad-body: ENQUIRE ABOUT THIS AT ONCE. WE have a client with a Coastal Farm of 220 Acres Freehold. No mortgage. Milking plant and water laid on. Excellent 6-roomed house, hot and cold water on and all other conveniences. Good fences. Absolutely no weeds and all in grass. He will exchange for good grazing country, but there must be a good house, and be within reasonable distance from a school. This farm is now in good order, and could milk 60 cows this season comfortably apart from carrying dry stock. <box>8 152 150 285</box>
advertisement <box>4 61 154 133</box>
ad-title: C. A. GRAY AND CO. <box>426 1418 541 1451</box>
ad-body: INGLEWOOD. 'Phone 61. P.O. Box <box>975 1354 1098 1364</box>
advertisement <box>971 364 1110 431</box>
advertisement <box>971 1092 1110 1128</box>
ad-title: WANTED KNOWN <box>845 1669 949 1681</box>
ad-title: L. H. CLARK & CO., <box>297 561 405 594</box>
advertisement <box>823 1018 971 1130</box>
advertisement <box>4 292 154 430</box>
ad-body: LAND AGENTS, Box 22 INGLEWOOD 'Phone 55 <box>419 1679 548 1699</box>
ad-body: That the News can do all classes of printing equal to the best and at reasonable prices. Ring up No. 17 (Jobbing Department), Daily News, to make his quotations. <box>827 1684 967 1734</box>
ad-title: TAYLOR & ROBERTS <box>444 1645 523 1678</box>
ad-title: 13 ACRES <box>438 521 529 543</box>
ad-body: Land and Commission Agent, Box 43. WAITARA. PHONE 92 <box>827 612 967 633</box>
ad-body: King Street PUKEKOHE Auckland. <box>690 1533 812 1543</box>
ad-title: PEDIGREE FARM FOR SALE. <box>419 1504 548 1530</box>
ad-body: A VERY choice little dairy farm, situated between Bell Block and Waitara. The farm contains about 73 acres of rich flat land, and is divided into 9 paddocks by live and post and wire fences; well watered by windmill and streams; 14 acres of crops; at present carrying 28 dairy cows, 10 heifers, and 7 horses. BUILDINGS— Eight-roomed house, pantry, bathroom, hot and cold water, wash-house, copper and tubs, cowshed containing 16 bails and large concrete yard. The house is nicely sheltered by plantations; also very nice orchard. Possession any time before 7th August. PRICE, £125 per acre; CASH, £3000. A VERY choice property, 6½ acres, on main road between Hawera and Normanby; divided into 7 paddocks by live hedges, paddocks as level as a table-top, and has a splendid sole of best grasses; 6-roomed house, electric light, and necessary outbuildings. PRICE, £2200; CASH £1000. Can very highly recommend this. <box>291 64 411 359</box>
ad-title: HARRISON & CO., <box>435 1088 532 1121</box>
ad-body: LAND & FINANCIAL AGENTS, 'Phone 618. HAWERA. P.O. Box 125. <box>556 1072 682 1102</box>
ad-title: C. R. FINNERTY, <box>838 387 956 404</box>
ad-title: ROBERT HOOD <box>295 870 407 887</box>
column-header: LAND FOR SALE. <box>686 42 823 58</box>
ad-body: 306 ACRES, all imp., in grass, 3 miles from Matamata Glaxo; good buildings, nice house 7 rooms, h. and c. water, porcelain bath and all conveniences; 8-bail cowshed (concreted), engine room, milking machines; 11 paddocks, good fences, well watered, bounded by river; carrying 100 dairy cows besides lot young stock; school 1 mile, daily mail service, good roads. This is the best buying in Matamata and has great PROSPECTIVE VALUE. PRICE, £42 per acre, with £3000 cash. Balance can be easily arranged. LET US KNOW YOUR REQUIREMENTS. Write to— <box>556 1128 682 1302</box>
advertisement <box>415 373 552 412</box>
advertisement <box>552 1050 686 1110</box>
advertisement <box>823 594 971 640</box>
column-header: LAND FOR SALE. <box>4 42 154 58</box>
advertisement <box>823 819 971 858</box>
advertisement <box>552 558 686 756</box>
advertisement <box>552 1110 686 1309</box>
ad-title: E. HARRIS, <box>722 1242 787 1255</box>
advertisement <box>4 1293 154 1329</box>
ad-body: SITUATED at Opunake; wintering 60 cows. PRICE, £20 per acre; £1000 cash. £1200 cash, Easy terms for balance. <box>975 382 1106 423</box>
advertisement <box>971 884 1110 1092</box>
ad-body: 2050 ACRES FREEHOLD at £16 10s per acre, with 900 ACRES Leasehold additional given in. The freehold is all in grass, and of the leasehold 400 acres are in grass and 300 acres bush. Improvements consist of comfortable homestead, woolshed with 4-stand shearing machines, men's house, cookhouse, etc; 19 paddocks; about 1500 acres is ploughable land (when cleared of stumps), and suitable for dairying. The Leasehold is for 42 years, the 1st period of 21 years (of which about 7 years has expired, at 1s 6d, and 2nd period of 21 years 3s per acre). First mortgage £8850 at 5 per cent. Terms £3000 cash, balance on mortgage. The whole of the land, bar, say, 300 acres, has been bush. Eight miles from Te Kuiti borough and railway, and good road. TWO GOOD KING COUNTRY FARMS. 427 ACRES, L.I.P., great dairying land, splendid buildings. Price, £16; cash, £1500. 316 ACRES, O.R.P., at £2; 200 acres grass, 20 acres crop. Price, including 4 horses and good range of implements, £10, cash £600. <box>419 80 548 365</box>
ad-body: 93 ACRES, 7-roomed house, h. and c. water, bath room, pantry, store room, concrete floor shed, machines installed. Carrying capacity at present 70 dairy cows. This is one of the best places on the swamp, and sure to rise. Price, only £30 per acre. My list of North properties is one of the best in Taranaki. <box>827 890 967 972</box>
advertisement <box>154 405 287 692</box>
advertisement <box>4 134 154 293</box>
advertisement <box>287 427 415 558</box>
ad-title: SETTLERS' AGENCY <box>310 1487 392 1520</box>
ad-body: £500 CASH SECURES THIS DESIRABLE PROPERTY. 200 ACRES at ORC's RICH LAND, situated one mile from factory and township, with school on property. Large house with all conveniences, recently built. Splendid cowshed of 6 bails, machines now being put in. All other outbuildings are of the best. Well subdivided with real good fences, and well watered. Carrying capacity 60 cows and 200 ewes. Positively free from weeds. Owner, who is in ill-health and unable to work the farm, has, in order to effect a quick sale, placed the low figure of £40 per acre on the land, and will accept £500 cash, balance on very easy terms. We have inspected this farm, and can safely say that it is the cheapest proposition offering in Taranaki at the present time. CALL AND INSPECT EARLY! <box>419 842 548 1076</box>
ad-title: AN EXCHANGE. <box>32 137 126 150</box>
advertisement <box>287 926 415 1165</box>
advertisement <box>823 1130 971 1169</box>
ad-body: 135 ACRES first-class dairying land which has been used as a Pedigree Jersey farm, for sale. 60 acres for sale. All level and good country, in great heart; carrying 60 cows. House of 7 rooms, with bathroom, h. and c. water, etc. Concreted cowshed with 6-cow milking plant, motor shed, etc. PRICE £80; £1000 cash, balance 4 years at 5½ per cent. <box>419 1532 548 1634</box>
advertisement <box>4 430 154 586</box>
advertisement <box>971 61 1110 138</box>
ad-title: NELSON & PATERSON <box>832 1173 962 1186</box>
ad-body: AND ROBERT WOOD, THE LAND SALESMEN, STRATFORD. 99 ACRES, on Climie Road, Ngaere, for quick sale, £60 per acre, carrying 45 to 60 cows; good 7-roomed house, with all conveniences; 10-bail cowshed, concreted, with engine and machines; all in grass but 3 acres shelter bush; well subdivided; 3 acres swedes, 2 acres hay; very handy to school, factory and P.O. Mortgages good. Price per acre, £105, with £1000 cash, balance at 5½ per cent. This place is dirt cheap and is for quick sale. We are sole agents. <box>975 931 1106 1084</box>
advertisement <box>823 640 971 819</box>
ad-title: G. H. BUCKERIDGE, <box>167 1692 274 1725</box>
ad-title: W. COWERN <box>438 376 529 393</box>
ad-body: LAND AGENTS, HAWERA. <box>690 384 791 394</box>
advertisement <box>4 636 154 1083</box>
